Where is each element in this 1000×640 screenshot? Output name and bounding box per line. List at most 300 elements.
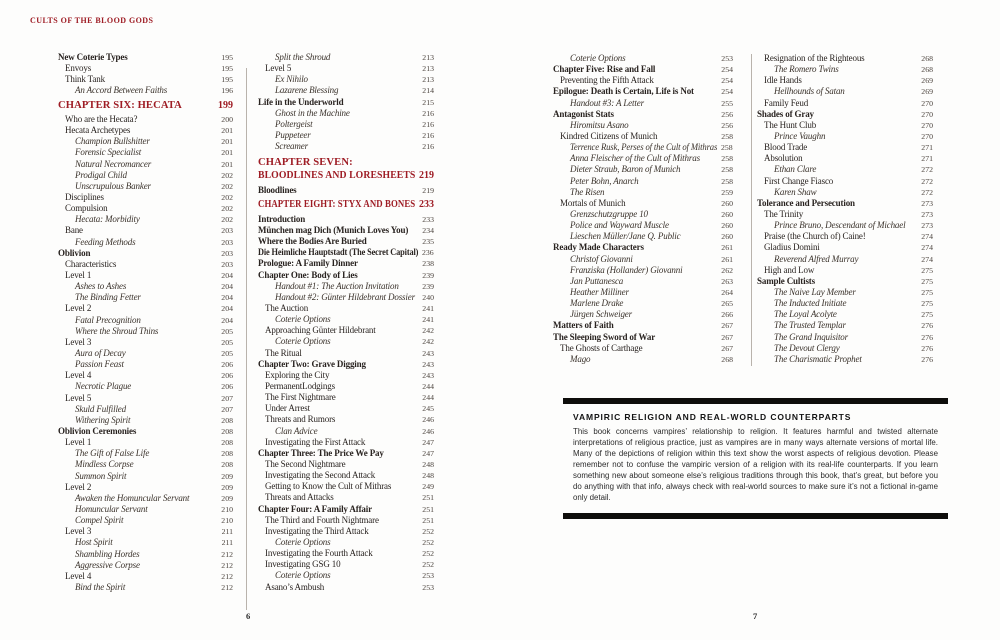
toc-entry-title: Threats and Attacks bbox=[265, 492, 334, 503]
toc-entry bbox=[58, 100, 233, 113]
toc-entry-title: Level 3 bbox=[65, 526, 92, 537]
toc-entry bbox=[258, 74, 434, 85]
toc-entry bbox=[58, 415, 233, 426]
toc-entry-title: Aggressive Corpse bbox=[75, 559, 140, 570]
toc-entry-page: 270 bbox=[921, 131, 933, 141]
toc-entry-page: 209 bbox=[221, 482, 233, 492]
toc-entry-page: 256 bbox=[721, 120, 733, 130]
toc-entry-title: Threats and Rumors bbox=[265, 414, 336, 425]
toc-entry-page: 246 bbox=[422, 426, 434, 436]
toc-entry-title: Asano’s Ambush bbox=[265, 581, 325, 592]
toc-entry-title: Jan Puttanesca bbox=[570, 275, 624, 286]
toc-entry-title: Blood Trade bbox=[764, 142, 808, 153]
toc-entry bbox=[258, 97, 434, 108]
toc-entry-page: 208 bbox=[221, 427, 233, 436]
toc-entry-page: 195 bbox=[221, 64, 233, 74]
toc-entry bbox=[58, 437, 233, 448]
toc-entry-page: 276 bbox=[921, 332, 933, 342]
toc-entry-page: 239 bbox=[422, 281, 434, 291]
toc-entry bbox=[553, 220, 733, 231]
toc-entry-title: New Coterie Types bbox=[58, 52, 128, 62]
page-number-left: 6 bbox=[246, 611, 251, 621]
toc-entry bbox=[553, 86, 733, 97]
toc-entry bbox=[258, 281, 434, 292]
toc-entry-title: Unscrupulous Banker bbox=[75, 180, 151, 191]
toc-entry-title: Handout #1: The Auction Invitation bbox=[275, 280, 399, 291]
toc-entry bbox=[58, 448, 233, 459]
toc-entry-title: Necrotic Plague bbox=[75, 381, 132, 392]
toc-entry-page: 248 bbox=[422, 460, 434, 469]
toc-entry-page: 203 bbox=[221, 237, 233, 247]
toc-entry-title: Investigating the First Attack bbox=[265, 436, 366, 447]
toc-entry bbox=[757, 287, 933, 298]
toc-entry-title: The Hunt Club bbox=[764, 119, 817, 130]
toc-entry bbox=[58, 192, 233, 203]
toc-column-1 bbox=[58, 52, 233, 593]
toc-entry-title: The Ritual bbox=[265, 347, 302, 358]
toc-entry-title: Level 1 bbox=[65, 437, 92, 448]
toc-entry-title: München mag Dich (Munich Loves You) bbox=[258, 225, 409, 236]
toc-column-4 bbox=[757, 53, 933, 365]
toc-entry-title: Heather Milliner bbox=[570, 286, 629, 297]
toc-entry-page: 243 bbox=[422, 359, 434, 369]
toc-entry-page: 207 bbox=[221, 404, 233, 414]
toc-entry-page: 270 bbox=[921, 98, 933, 108]
toc-entry bbox=[757, 231, 933, 242]
toc-entry bbox=[757, 309, 933, 320]
toc-entry bbox=[553, 164, 733, 175]
toc-entry-title: The Third and Fourth Nightmare bbox=[265, 514, 379, 525]
toc-entry-page: 272 bbox=[921, 165, 933, 175]
toc-column-3 bbox=[553, 53, 733, 365]
toc-entry bbox=[258, 570, 434, 581]
toc-entry-page: 213 bbox=[422, 53, 434, 62]
toc-entry-page: 251 bbox=[422, 493, 434, 503]
toc-entry-title: Level 2 bbox=[65, 303, 92, 314]
toc-column-2 bbox=[258, 52, 434, 593]
toc-entry-title: Screamer bbox=[275, 141, 308, 152]
toc-entry bbox=[58, 337, 233, 348]
toc-entry bbox=[757, 187, 933, 198]
toc-entry-page: 252 bbox=[422, 537, 434, 547]
toc-entry-title: Prince Bruno, Descendant of Michael bbox=[774, 220, 906, 231]
toc-entry bbox=[258, 325, 434, 336]
toc-entry-page: 268 bbox=[721, 354, 733, 364]
toc-entry-title: The Inducted Initiate bbox=[774, 298, 847, 309]
toc-entry bbox=[553, 142, 733, 153]
toc-entry-title: Investigating the Second Attack bbox=[265, 470, 376, 481]
toc-entry-page: 208 bbox=[221, 415, 233, 425]
toc-entry-page: 261 bbox=[721, 243, 733, 253]
toc-entry-title: Hecata: Morbidity bbox=[75, 214, 140, 225]
toc-entry-page: 254 bbox=[721, 65, 733, 75]
toc-entry bbox=[58, 482, 233, 493]
toc-entry-page: 205 bbox=[221, 326, 233, 336]
book-title: CULTS OF THE BLOOD GODS bbox=[30, 16, 154, 25]
toc-entry-title: Level 4 bbox=[65, 370, 92, 381]
toc-entry bbox=[553, 120, 733, 131]
toc-entry bbox=[58, 549, 233, 560]
toc-entry-title: Passion Feast bbox=[75, 359, 124, 370]
toc-entry bbox=[58, 326, 233, 337]
toc-entry-title: Karen Shaw bbox=[774, 186, 817, 197]
toc-entry bbox=[553, 320, 733, 331]
toc-entry bbox=[58, 348, 233, 359]
toc-entry bbox=[258, 236, 434, 247]
toc-entry bbox=[258, 85, 434, 96]
toc-entry-title: Anna Fleischer of the Cult of Mithras bbox=[570, 153, 700, 164]
toc-entry bbox=[258, 548, 434, 559]
toc-entry bbox=[58, 136, 233, 147]
toc-entry bbox=[757, 332, 933, 343]
toc-entry bbox=[757, 276, 933, 287]
toc-entry bbox=[58, 404, 233, 415]
toc-entry-page: 252 bbox=[422, 526, 434, 536]
toc-entry-title: Under Arrest bbox=[265, 403, 310, 414]
toc-entry bbox=[58, 571, 233, 582]
toc-entry-title: Ethan Clare bbox=[774, 164, 817, 175]
toc-entry-title: CHAPTER SEVEN: bbox=[258, 157, 353, 169]
toc-entry-title: Family Feud bbox=[764, 97, 809, 108]
toc-entry-title: Split the Shroud bbox=[275, 52, 331, 62]
toc-entry-page: 261 bbox=[721, 254, 733, 264]
toc-entry-title: Chapter Four: A Family Affair bbox=[258, 503, 372, 514]
toc-entry-title: Shades of Gray bbox=[757, 108, 814, 119]
toc-entry-title: Kindred Citizens of Munich bbox=[560, 130, 658, 141]
toc-entry-page: 202 bbox=[221, 170, 233, 180]
toc-entry-title: Terrence Rusk, Perses of the Cult of Mithras bbox=[570, 142, 718, 153]
toc-entry bbox=[58, 159, 233, 170]
toc-entry-title: The Binding Fetter bbox=[75, 292, 141, 303]
toc-entry-title: Gladius Domini bbox=[764, 242, 820, 253]
toc-entry bbox=[258, 414, 434, 425]
toc-entry-page: 260 bbox=[721, 221, 733, 231]
toc-entry bbox=[553, 75, 733, 86]
toc-entry-title: The Devout Clergy bbox=[774, 342, 840, 353]
toc-entry bbox=[258, 63, 434, 74]
toc-entry-title: Police and Wayward Muscle bbox=[570, 220, 669, 231]
toc-entry-page: 267 bbox=[721, 332, 733, 342]
toc-entry-title: The Romero Twins bbox=[774, 64, 839, 75]
toc-entry bbox=[58, 504, 233, 515]
toc-entry-title: Getting to Know the Cult of Mithras bbox=[265, 481, 392, 492]
toc-entry bbox=[553, 343, 733, 354]
toc-entry-page: 234 bbox=[422, 226, 434, 236]
toc-entry-page: 212 bbox=[221, 571, 233, 581]
toc-entry-title: Level 4 bbox=[65, 570, 92, 581]
toc-entry-page: 216 bbox=[422, 108, 434, 118]
toc-entry-title: The Grand Inquisitor bbox=[774, 331, 849, 342]
toc-entry bbox=[553, 64, 733, 75]
toc-entry bbox=[58, 560, 233, 571]
toc-entry-title: Aura of Decay bbox=[75, 348, 126, 359]
toc-entry-page: 276 bbox=[921, 343, 933, 353]
toc-entry-title: Fatal Precognition bbox=[75, 314, 141, 325]
toc-entry bbox=[258, 258, 434, 269]
toc-entry bbox=[58, 114, 233, 125]
toc-entry bbox=[553, 242, 733, 253]
toc-entry bbox=[58, 370, 233, 381]
toc-entry-title: Lieschen Müller/Jane Q. Public bbox=[570, 231, 681, 242]
toc-entry bbox=[553, 276, 733, 287]
toc-entry-page: 209 bbox=[221, 493, 233, 503]
toc-entry-page: 206 bbox=[221, 382, 233, 392]
toc-entry-page: 272 bbox=[921, 187, 933, 197]
toc-entry-title: CHAPTER SIX: HECATA bbox=[58, 99, 182, 111]
toc-entry-title: The Ghosts of Carthage bbox=[560, 342, 643, 353]
toc-entry-title: Handout #3: A Letter bbox=[570, 97, 644, 108]
toc-entry-page: 241 bbox=[422, 315, 434, 325]
toc-entry-title: Epilogue: Death is Certain, Life is Not bbox=[553, 86, 694, 97]
toc-entry-page: 271 bbox=[921, 154, 933, 164]
toc-entry bbox=[58, 359, 233, 370]
toc-entry-page: 204 bbox=[221, 293, 233, 303]
toc-entry-page: 239 bbox=[422, 270, 434, 280]
toc-entry-page: 204 bbox=[221, 304, 233, 314]
toc-entry-title: The Trinity bbox=[764, 208, 804, 219]
toc-entry-title: Approaching Günter Hildebrant bbox=[265, 325, 376, 336]
toc-entry bbox=[757, 265, 933, 276]
toc-entry-page: 195 bbox=[221, 53, 233, 62]
toc-entry bbox=[757, 354, 933, 365]
page-number-right: 7 bbox=[753, 611, 758, 621]
toc-entry-page: 266 bbox=[721, 310, 733, 320]
toc-entry bbox=[258, 459, 434, 470]
toc-entry-title: Peter Bohn, Anarch bbox=[570, 175, 639, 186]
toc-entry-title: Antagonist Stats bbox=[553, 108, 614, 119]
toc-entry-title: Life in the Underworld bbox=[258, 96, 344, 107]
toc-entry bbox=[757, 64, 933, 75]
toc-entry-title: First Change Fiasco bbox=[764, 175, 834, 186]
toc-entry-page: 265 bbox=[721, 299, 733, 309]
toc-entry-title: Prologue: A Family Dinner bbox=[258, 258, 358, 269]
toc-entry bbox=[258, 225, 434, 236]
toc-entry-page: 274 bbox=[921, 232, 933, 242]
toc-entry bbox=[757, 120, 933, 131]
toc-entry bbox=[58, 170, 233, 181]
toc-entry-page: 209 bbox=[221, 471, 233, 481]
toc-entry bbox=[258, 515, 434, 526]
toc-entry-title: Mortals of Munich bbox=[560, 197, 626, 208]
toc-entry-page: 267 bbox=[721, 321, 733, 331]
toc-entry-page: 275 bbox=[921, 287, 933, 297]
toc-entry-page: 260 bbox=[721, 209, 733, 219]
toc-entry-title: Introduction bbox=[258, 213, 306, 224]
toc-entry bbox=[258, 119, 434, 130]
toc-entry-page: 260 bbox=[721, 232, 733, 242]
toc-entry bbox=[757, 131, 933, 142]
toc-entry-page: 216 bbox=[422, 119, 434, 129]
toc-entry bbox=[58, 303, 233, 314]
toc-entry-page: 251 bbox=[422, 515, 434, 525]
toc-entry bbox=[757, 109, 933, 120]
toc-entry bbox=[58, 393, 233, 404]
toc-entry bbox=[553, 176, 733, 187]
toc-entry-page: 216 bbox=[422, 130, 434, 140]
toc-entry bbox=[258, 170, 434, 183]
toc-entry-page: 211 bbox=[221, 527, 233, 537]
toc-entry bbox=[757, 164, 933, 175]
toc-entry-page: 219 bbox=[422, 186, 434, 196]
toc-entry bbox=[553, 53, 733, 64]
toc-entry-title: Sample Cultists bbox=[757, 275, 816, 286]
toc-entry-page: 268 bbox=[921, 54, 933, 63]
toc-entry bbox=[258, 359, 434, 370]
toc-entry-title: The First Nightmare bbox=[265, 392, 336, 403]
toc-entry bbox=[757, 209, 933, 220]
toc-entry-title: The Risen bbox=[570, 186, 605, 197]
toc-entry bbox=[258, 370, 434, 381]
toc-entry-title: Host Spirit bbox=[75, 537, 113, 548]
toc-entry-title: Franziska (Hollander) Giovanni bbox=[570, 264, 683, 275]
toc-entry bbox=[757, 53, 933, 64]
toc-entry-page: 213 bbox=[422, 64, 434, 74]
toc-entry bbox=[58, 471, 233, 482]
toc-entry-title: Clan Advice bbox=[275, 425, 318, 436]
column-divider-right-page bbox=[751, 54, 752, 366]
toc-entry-title: Praise (the Church of) Caine! bbox=[764, 231, 866, 242]
toc-entry-page: 249 bbox=[422, 482, 434, 492]
toc-entry-page: 258 bbox=[721, 165, 733, 175]
toc-entry-page: 263 bbox=[721, 276, 733, 286]
toc-entry-title: Level 1 bbox=[65, 270, 92, 281]
toc-entry-title: Poltergeist bbox=[275, 118, 313, 129]
toc-entry bbox=[258, 270, 434, 281]
toc-entry-page: 216 bbox=[422, 142, 434, 152]
toc-entry-title: Chapter Three: The Price We Pay bbox=[258, 447, 384, 458]
toc-entry-page: 269 bbox=[921, 76, 933, 86]
toc-entry bbox=[58, 181, 233, 192]
toc-entry-page: 202 bbox=[221, 193, 233, 203]
toc-entry bbox=[258, 403, 434, 414]
toc-entry-title: Compel Spirit bbox=[75, 515, 124, 526]
toc-entry-page: 208 bbox=[221, 460, 233, 470]
toc-entry-page: 203 bbox=[221, 226, 233, 236]
toc-entry-page: 206 bbox=[221, 360, 233, 370]
toc-entry-page: 258 bbox=[721, 131, 733, 141]
toc-entry bbox=[258, 392, 434, 403]
toc-entry-page: 275 bbox=[921, 310, 933, 320]
toc-entry-title: Ghost in the Machine bbox=[275, 107, 350, 118]
toc-entry-title: Where the Shroud Thins bbox=[75, 325, 159, 336]
column-divider-left-page bbox=[246, 68, 247, 610]
toc-entry bbox=[58, 292, 233, 303]
toc-entry-title: An Accord Between Faiths bbox=[75, 85, 168, 96]
toc-entry bbox=[258, 481, 434, 492]
toc-entry-title: Shambling Hordes bbox=[75, 548, 140, 559]
toc-entry-page: 246 bbox=[422, 415, 434, 425]
toc-entry-title: Tolerance and Persecution bbox=[757, 197, 855, 208]
toc-entry-title: Prodigal Child bbox=[75, 169, 127, 180]
toc-entry-title: Bane bbox=[65, 225, 83, 236]
toc-entry-title: Think Tank bbox=[65, 74, 105, 85]
toc-entry-title: Matters of Faith bbox=[553, 320, 614, 331]
toc-entry-title: Bloodlines bbox=[258, 185, 297, 196]
toc-entry-page: 275 bbox=[921, 276, 933, 286]
toc-entry bbox=[58, 74, 233, 85]
toc-entry bbox=[258, 336, 434, 347]
toc-entry-page: 238 bbox=[422, 259, 434, 269]
toc-entry-page: 270 bbox=[921, 109, 933, 119]
toc-entry bbox=[58, 125, 233, 136]
toc-entry-page: 245 bbox=[422, 404, 434, 414]
toc-entry-title: Grenzschutzgruppe 10 bbox=[570, 208, 648, 219]
toc-entry bbox=[553, 153, 733, 164]
toc-entry-title: Ready Made Characters bbox=[553, 242, 644, 253]
toc-entry bbox=[258, 303, 434, 314]
toc-entry-page: 254 bbox=[721, 87, 733, 97]
toc-entry-title: Coterie Options bbox=[275, 536, 331, 547]
toc-entry bbox=[258, 526, 434, 537]
toc-entry bbox=[258, 537, 434, 548]
toc-entry bbox=[258, 130, 434, 141]
toc-entry-title: Marlene Drake bbox=[570, 298, 624, 309]
toc-entry-page: 259 bbox=[721, 187, 733, 197]
toc-entry-page: 219 bbox=[419, 169, 434, 181]
toc-entry-title: Compulsion bbox=[65, 203, 108, 214]
toc-entry-title: Die Heimliche Hauptstadt (The Secret Capital) bbox=[258, 247, 419, 258]
toc-entry bbox=[553, 209, 733, 220]
toc-entry-page: 262 bbox=[721, 265, 733, 275]
toc-entry-page: 258 bbox=[721, 176, 733, 186]
toc-entry bbox=[553, 231, 733, 242]
toc-entry-title: High and Low bbox=[764, 264, 815, 275]
toc-entry-page: 199 bbox=[218, 99, 233, 111]
toc-entry-page: 236 bbox=[422, 248, 434, 258]
toc-entry-page: 254 bbox=[721, 76, 733, 86]
toc-entry bbox=[757, 142, 933, 153]
toc-entry-page: 208 bbox=[221, 438, 233, 448]
toc-entry-page: 201 bbox=[221, 148, 233, 158]
toc-entry bbox=[258, 141, 434, 152]
toc-entry-title: The Gift of False Life bbox=[75, 448, 150, 459]
toc-entry-page: 241 bbox=[422, 304, 434, 314]
toc-entry-page: 260 bbox=[721, 198, 733, 208]
toc-entry-page: 208 bbox=[221, 449, 233, 459]
toc-entry bbox=[258, 348, 434, 359]
toc-entry-page: 210 bbox=[221, 504, 233, 514]
toc-entry-title: Ashes to Ashes bbox=[75, 281, 127, 292]
toc-entry bbox=[553, 198, 733, 209]
toc-entry-title: Oblivion Ceremonies bbox=[58, 426, 137, 436]
toc-entry bbox=[58, 315, 233, 326]
toc-entry-page: 271 bbox=[921, 143, 933, 153]
toc-entry-title: Investigating the Third Attack bbox=[265, 525, 369, 536]
toc-entry-page: 275 bbox=[921, 265, 933, 275]
toc-entry bbox=[58, 259, 233, 270]
toc-entry bbox=[258, 437, 434, 448]
toc-entry-page: 233 bbox=[422, 214, 434, 224]
toc-entry-title: BLOODLINES AND LORESHEETS bbox=[258, 169, 416, 181]
toc-entry bbox=[258, 470, 434, 481]
toc-entry-page: 195 bbox=[221, 75, 233, 85]
toc-entry-title: Chapter One: Body of Lies bbox=[258, 269, 358, 280]
toc-entry-page: 253 bbox=[422, 571, 434, 581]
toc-entry bbox=[553, 98, 733, 109]
toc-entry bbox=[58, 459, 233, 470]
toc-entry bbox=[757, 75, 933, 86]
toc-entry-title: Resignation of the Righteous bbox=[764, 53, 865, 63]
toc-entry-page: 211 bbox=[221, 538, 233, 548]
toc-entry-title: Investigating the Fourth Attack bbox=[265, 548, 373, 559]
toc-entry-page: 202 bbox=[221, 215, 233, 225]
toc-entry-page: 212 bbox=[221, 582, 233, 592]
toc-entry-page: 252 bbox=[422, 560, 434, 570]
toc-entry-title: Investigating GSG 10 bbox=[265, 559, 341, 570]
toc-entry bbox=[58, 270, 233, 281]
toc-entry-page: 244 bbox=[422, 382, 434, 392]
toc-entry-title: Hecata Archetypes bbox=[65, 125, 131, 136]
